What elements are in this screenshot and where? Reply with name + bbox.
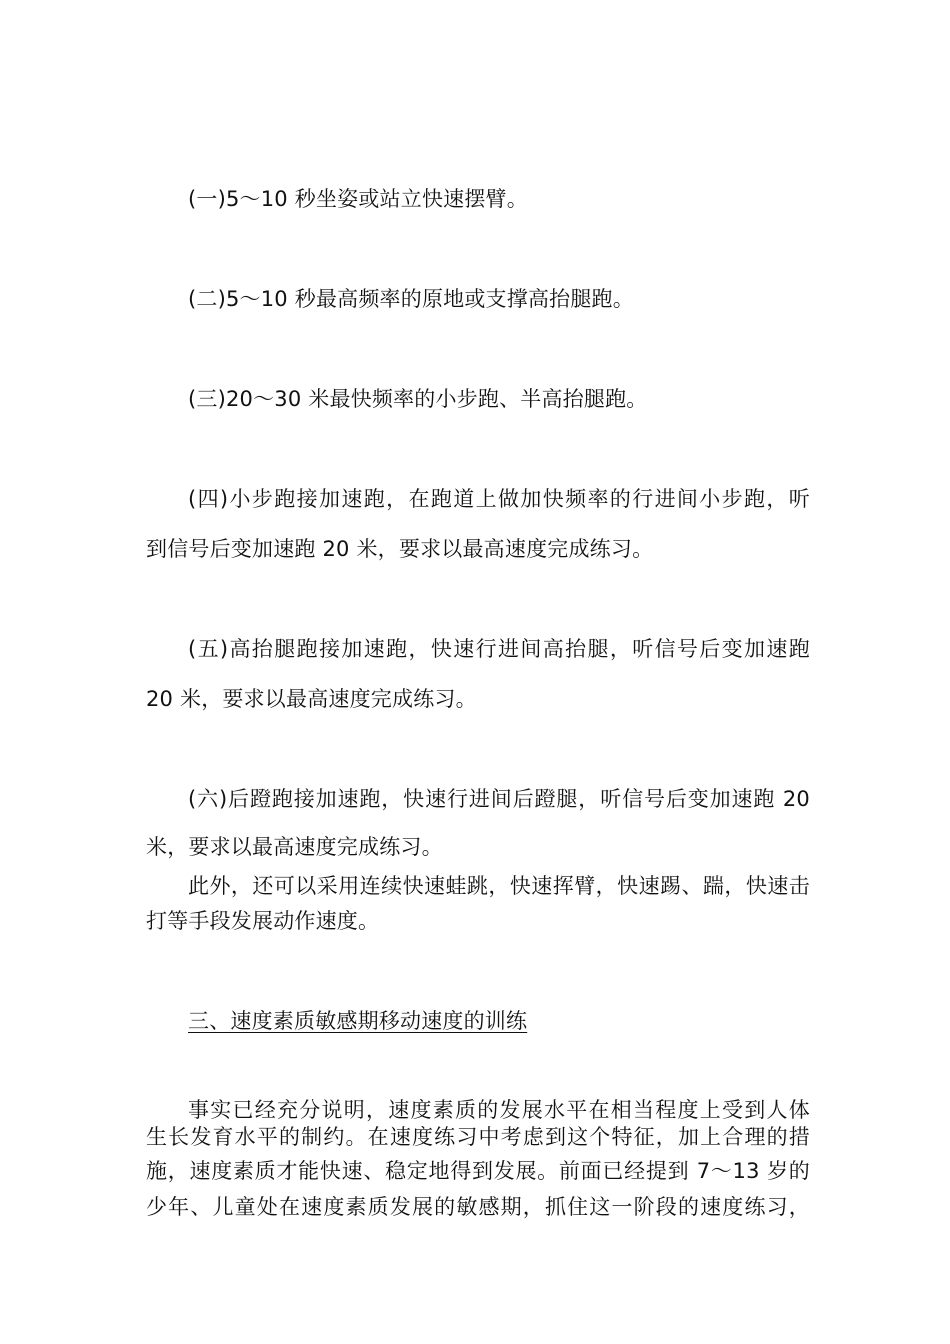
- section-heading-text: 三、速度素质敏感期移动速度的训练: [188, 1009, 528, 1033]
- extra-paragraph-line-2: 打等手段发展动作速度。: [146, 909, 380, 933]
- final-paragraph-line-3: 施，速度素质才能快速、稳定地得到发展。前面已经提到 7～13 岁的: [146, 1159, 810, 1183]
- list-item-5-line-1: (五)高抬腿跑接加速跑，快速行进间高抬腿，听信号后变加速跑: [188, 637, 810, 661]
- section-heading: [188, 1006, 810, 1036]
- list-item-4-line-1: (四)小步跑接加速跑，在跑道上做加快频率的行进间小步跑，听: [188, 487, 810, 511]
- list-item-2: (二)5～10 秒最高频率的原地或支撑高抬腿跑。: [188, 287, 634, 311]
- list-item-5-line-2: 20 米，要求以最高速度完成练习。: [146, 687, 477, 711]
- list-item-1: (一)5～10 秒坐姿或站立快速摆臂。: [188, 187, 528, 211]
- list-item-4-line-2: 到信号后变加速跑 20 米，要求以最高速度完成练习。: [146, 537, 654, 561]
- final-paragraph-line-4: 少年、儿童处在速度素质发展的敏感期，抓住这一阶段的速度练习，: [146, 1195, 810, 1219]
- extra-paragraph-line-1: 此外，还可以采用连续快速蛙跳，快速挥臂，快速踢、踹，快速击: [188, 874, 810, 898]
- final-paragraph-line-2: 生长发育水平的制约。在速度练习中考虑到这个特征，加上合理的措: [146, 1125, 810, 1149]
- final-paragraph-line-1: 事实已经充分说明，速度素质的发展水平在相当程度上受到人体: [188, 1098, 810, 1122]
- list-item-3: (三)20～30 米最快频率的小步跑、半高抬腿跑。: [188, 387, 648, 411]
- list-item-6-line-1: (六)后蹬跑接加速跑，快速行进间后蹬腿，听信号后变加速跑 20: [188, 787, 810, 811]
- list-item-6-line-2: 米，要求以最高速度完成练习。: [146, 835, 443, 859]
